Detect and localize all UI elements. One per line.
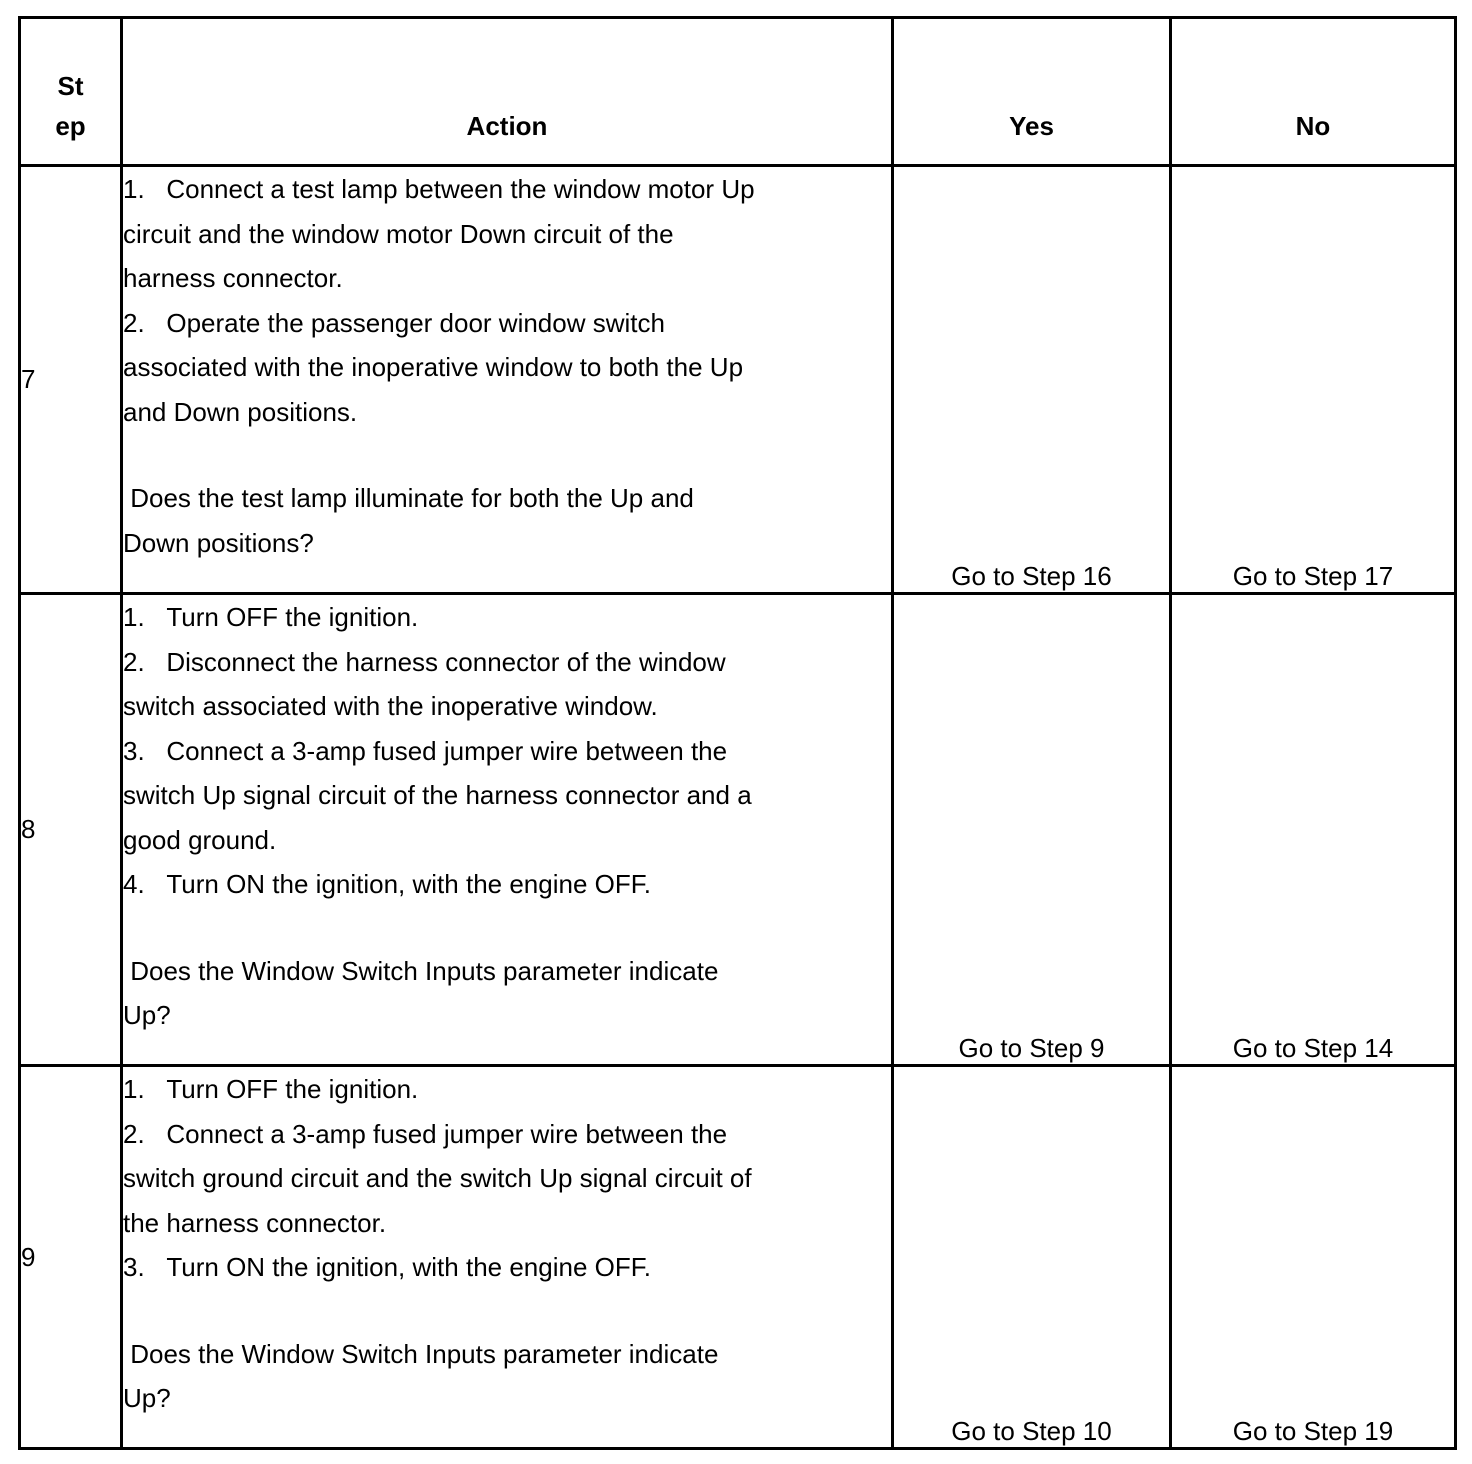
question-lines <box>123 949 891 1038</box>
line: associated with the inoperative window to both the Up <box>123 352 744 382</box>
step-number: 7 <box>20 166 122 594</box>
header-row <box>20 18 1456 166</box>
action-lines <box>123 595 891 907</box>
line: 1. Connect a test lamp between the window motor Up <box>123 174 755 204</box>
question-lines <box>123 476 891 565</box>
action-cell <box>122 1066 893 1449</box>
action-cell <box>122 594 893 1066</box>
header-action: Action <box>122 18 893 166</box>
line: 3. Turn ON the ignition, with the engine OFF. <box>123 1252 651 1282</box>
no-cell: Go to Step 19 <box>1171 1066 1456 1449</box>
line: Does the test lamp illuminate for both the Up and <box>123 483 694 513</box>
step-number: 8 <box>20 594 122 1066</box>
line: good ground. <box>123 824 277 855</box>
yes-cell: Go to Step 10 <box>893 1066 1171 1449</box>
line: Does the Window Switch Inputs parameter indicate <box>123 955 719 986</box>
step-number: 9 <box>20 1066 122 1449</box>
line: switch associated with the inoperative window. <box>123 691 658 721</box>
header-step-line2: ep <box>55 111 86 141</box>
header-step-line1: St <box>57 71 84 101</box>
header-step <box>20 18 122 166</box>
line: Up? <box>123 1383 171 1413</box>
line: harness connector. <box>123 263 343 293</box>
line: switch ground circuit and the switch Up signal circuit of <box>123 1163 752 1193</box>
line: 4. Turn ON the ignition, with the engine OFF. <box>123 869 651 899</box>
table-row <box>20 1066 1456 1449</box>
line: 1. Turn OFF the ignition. <box>123 602 419 632</box>
table-row <box>20 166 1456 594</box>
line: circuit and the window motor Down circuit of the <box>123 218 674 249</box>
line: 1. Turn OFF the ignition. <box>123 1074 419 1104</box>
action-cell <box>122 166 893 594</box>
line: the harness connector. <box>123 1207 387 1238</box>
diagnostic-table <box>18 16 1457 1450</box>
yes-cell: Go to Step 16 <box>893 166 1171 594</box>
action-lines <box>123 167 891 434</box>
line: switch Up signal circuit of the harness connector and a <box>123 780 752 810</box>
yes-cell: Go to Step 9 <box>893 594 1171 1066</box>
line: 2. Disconnect the harness connector of the window <box>123 646 726 677</box>
line: 3. Connect a 3-amp fused jumper wire between the <box>123 735 728 766</box>
no-cell: Go to Step 17 <box>1171 166 1456 594</box>
header-yes: Yes <box>893 18 1171 166</box>
line: Does the Window Switch Inputs parameter indicate <box>123 1338 719 1369</box>
no-cell: Go to Step 14 <box>1171 594 1456 1066</box>
action-lines <box>123 1067 891 1290</box>
line: and Down positions. <box>123 396 358 427</box>
line: 2. Connect a 3-amp fused jumper wire between the <box>123 1118 728 1149</box>
line: Up? <box>123 1000 171 1030</box>
line: 2. Operate the passenger door window switch <box>123 307 665 338</box>
header-no: No <box>1171 18 1456 166</box>
table-row <box>20 594 1456 1066</box>
line: Down positions? <box>123 527 314 558</box>
question-lines <box>123 1332 891 1421</box>
